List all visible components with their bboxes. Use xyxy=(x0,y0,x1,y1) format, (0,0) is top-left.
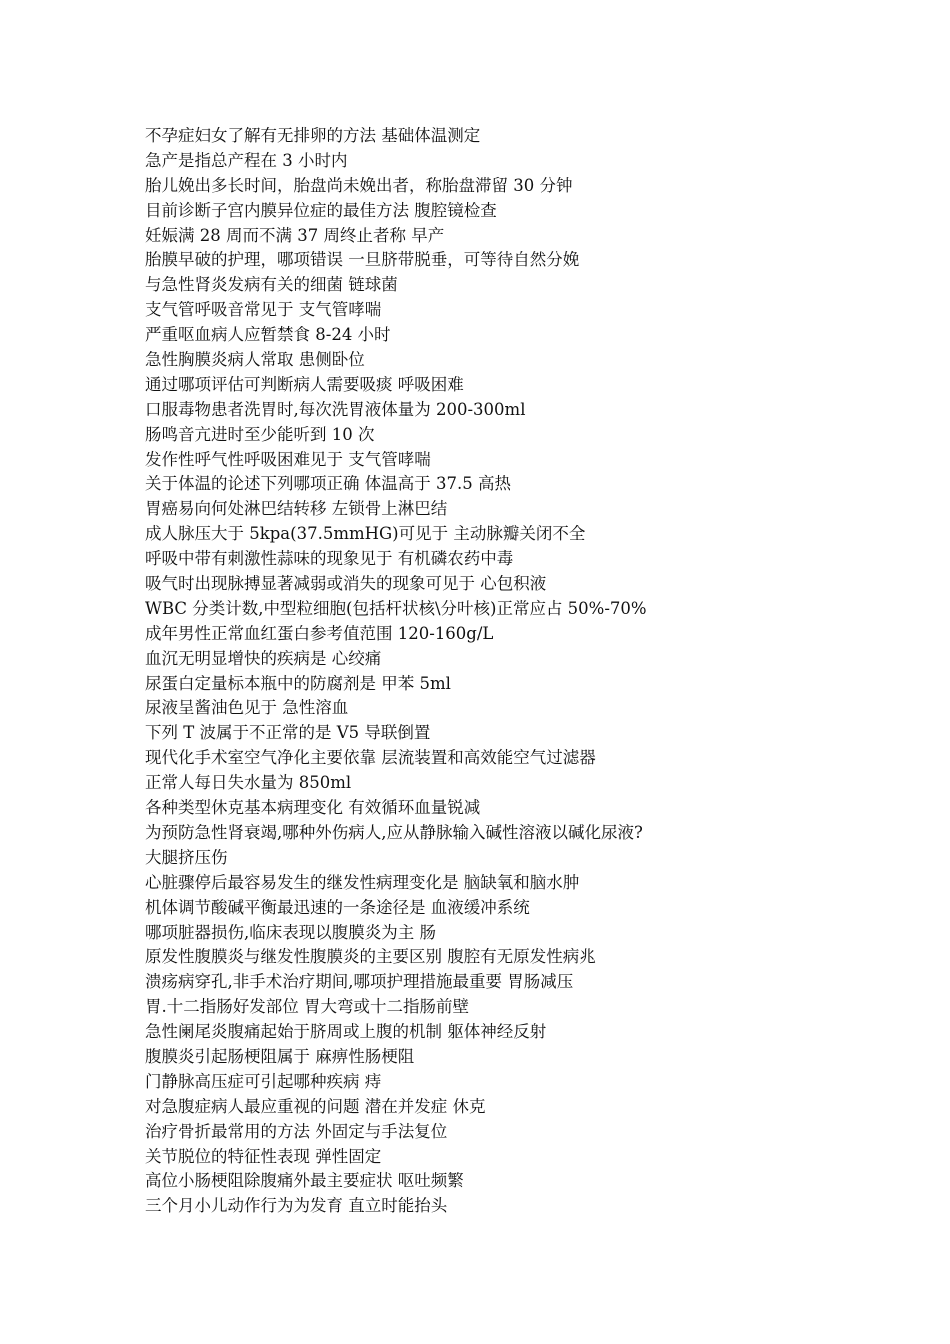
text-line: 三个月小儿动作行为为发育 直立时能抬头 xyxy=(145,1196,448,1216)
text-line: 门静脉高压症可引起哪种疾病 痔 xyxy=(145,1071,382,1091)
text-line: 对急腹症病人最应重视的问题 潜在并发症 休克 xyxy=(145,1096,486,1116)
text-line: 治疗骨折最常用的方法 外固定与手法复位 xyxy=(145,1121,448,1141)
text-line: 高位小肠梗阻除腹痛外最主要症状 呕吐频繁 xyxy=(145,1171,464,1191)
text-line: 口服毒物患者洗胃时,每次洗胃液体量为 200-300ml xyxy=(145,399,526,419)
text-line: 急性胸膜炎病人常取 患侧卧位 xyxy=(145,350,365,370)
text-line: 关于体温的论述下列哪项正确 体温高于 37.5 高热 xyxy=(145,474,511,494)
text-line: 机体调节酸碱平衡最迅速的一条途径是 血液缓冲系统 xyxy=(145,897,530,917)
text-line: 发作性呼气性呼吸困难见于 支气管哮喘 xyxy=(145,449,431,469)
text-line: 胃癌易向何处淋巴结转移 左锁骨上淋巴结 xyxy=(145,499,448,519)
text-line: 肠鸣音亢进时至少能听到 10 次 xyxy=(145,424,375,444)
text-line: 妊娠满 28 周而不满 37 周终止者称 早产 xyxy=(145,225,445,245)
text-line: 下列 T 波属于不正常的是 V5 导联倒置 xyxy=(145,723,431,743)
text-line: 与急性肾炎发病有关的细菌 链球菌 xyxy=(145,275,398,295)
text-line: 目前诊断子宫内膜异位症的最佳方法 腹腔镜检查 xyxy=(145,200,497,220)
text-line: 为预防急性肾衰竭,哪种外伤病人,应从静脉输入碱性溶液以碱化尿液? xyxy=(145,822,643,842)
text-line: 溃疡病穿孔,非手术治疗期间,哪项护理措施最重要 胃肠减压 xyxy=(145,972,574,992)
text-line: 胎膜早破的护理，哪项错误 一旦脐带脱垂，可等待自然分娩 xyxy=(145,250,580,270)
text-line: 吸气时出现脉搏显著减弱或消失的现象可见于 心包积液 xyxy=(145,574,547,594)
text-line: 急性阑尾炎腹痛起始于脐周或上腹的机制 躯体神经反射 xyxy=(145,1022,547,1042)
text-line: 心脏骤停后最容易发生的继发性病理变化是 脑缺氧和脑水肿 xyxy=(145,872,580,892)
text-line: 支气管呼吸音常见于 支气管哮喘 xyxy=(145,300,382,320)
text-line: 原发性腹膜炎与继发性腹膜炎的主要区别 腹腔有无原发性病兆 xyxy=(145,947,596,967)
text-line: 腹膜炎引起肠梗阻属于 麻痹性肠梗阻 xyxy=(145,1046,415,1066)
text-line: 大腿挤压伤 xyxy=(145,847,228,867)
text-line: 正常人每日失水量为 850ml xyxy=(145,773,352,793)
document-body xyxy=(145,124,825,1219)
text-line: 关节脱位的特征性表现 弹性固定 xyxy=(145,1146,382,1166)
text-line: 成人脉压大于 5kpa(37.5mmHG)可见于 主动脉瓣关闭不全 xyxy=(145,524,586,544)
text-line: 现代化手术室空气净化主要依靠 层流装置和高效能空气过滤器 xyxy=(145,748,596,768)
text-line: 各种类型休克基本病理变化 有效循环血量锐减 xyxy=(145,798,481,818)
text-line: 胎儿娩出多长时间，胎盘尚未娩出者，称胎盘滞留 30 分钟 xyxy=(145,175,573,195)
text-line: 成年男性正常血红蛋白参考值范围 120-160g/L xyxy=(145,623,494,643)
text-line: 尿液呈酱油色见于 急性溶血 xyxy=(145,698,349,718)
text-line: 呼吸中带有刺激性蒜味的现象见于 有机磷农药中毒 xyxy=(145,549,514,569)
text-line: 血沉无明显增快的疾病是 心绞痛 xyxy=(145,648,382,668)
text-line: 不孕症妇女了解有无排卵的方法 基础体温测定 xyxy=(145,126,481,145)
text-line: 严重呕血病人应暂禁食 8-24 小时 xyxy=(145,325,391,345)
text-line: 通过哪项评估可判断病人需要吸痰 呼吸困难 xyxy=(145,374,464,394)
text-line: 尿蛋白定量标本瓶中的防腐剂是 甲苯 5ml xyxy=(145,673,451,693)
text-line: 哪项脏器损伤,临床表现以腹膜炎为主 肠 xyxy=(145,922,436,942)
text-line: WBC 分类计数,中型粒细胞(包括杆状核\分叶核)正常应占 50%-70% xyxy=(145,598,647,618)
text-line: 急产是指总产程在 3 小时内 xyxy=(145,150,348,170)
text-line: 胃.十二指肠好发部位 胃大弯或十二指肠前壁 xyxy=(145,997,469,1017)
